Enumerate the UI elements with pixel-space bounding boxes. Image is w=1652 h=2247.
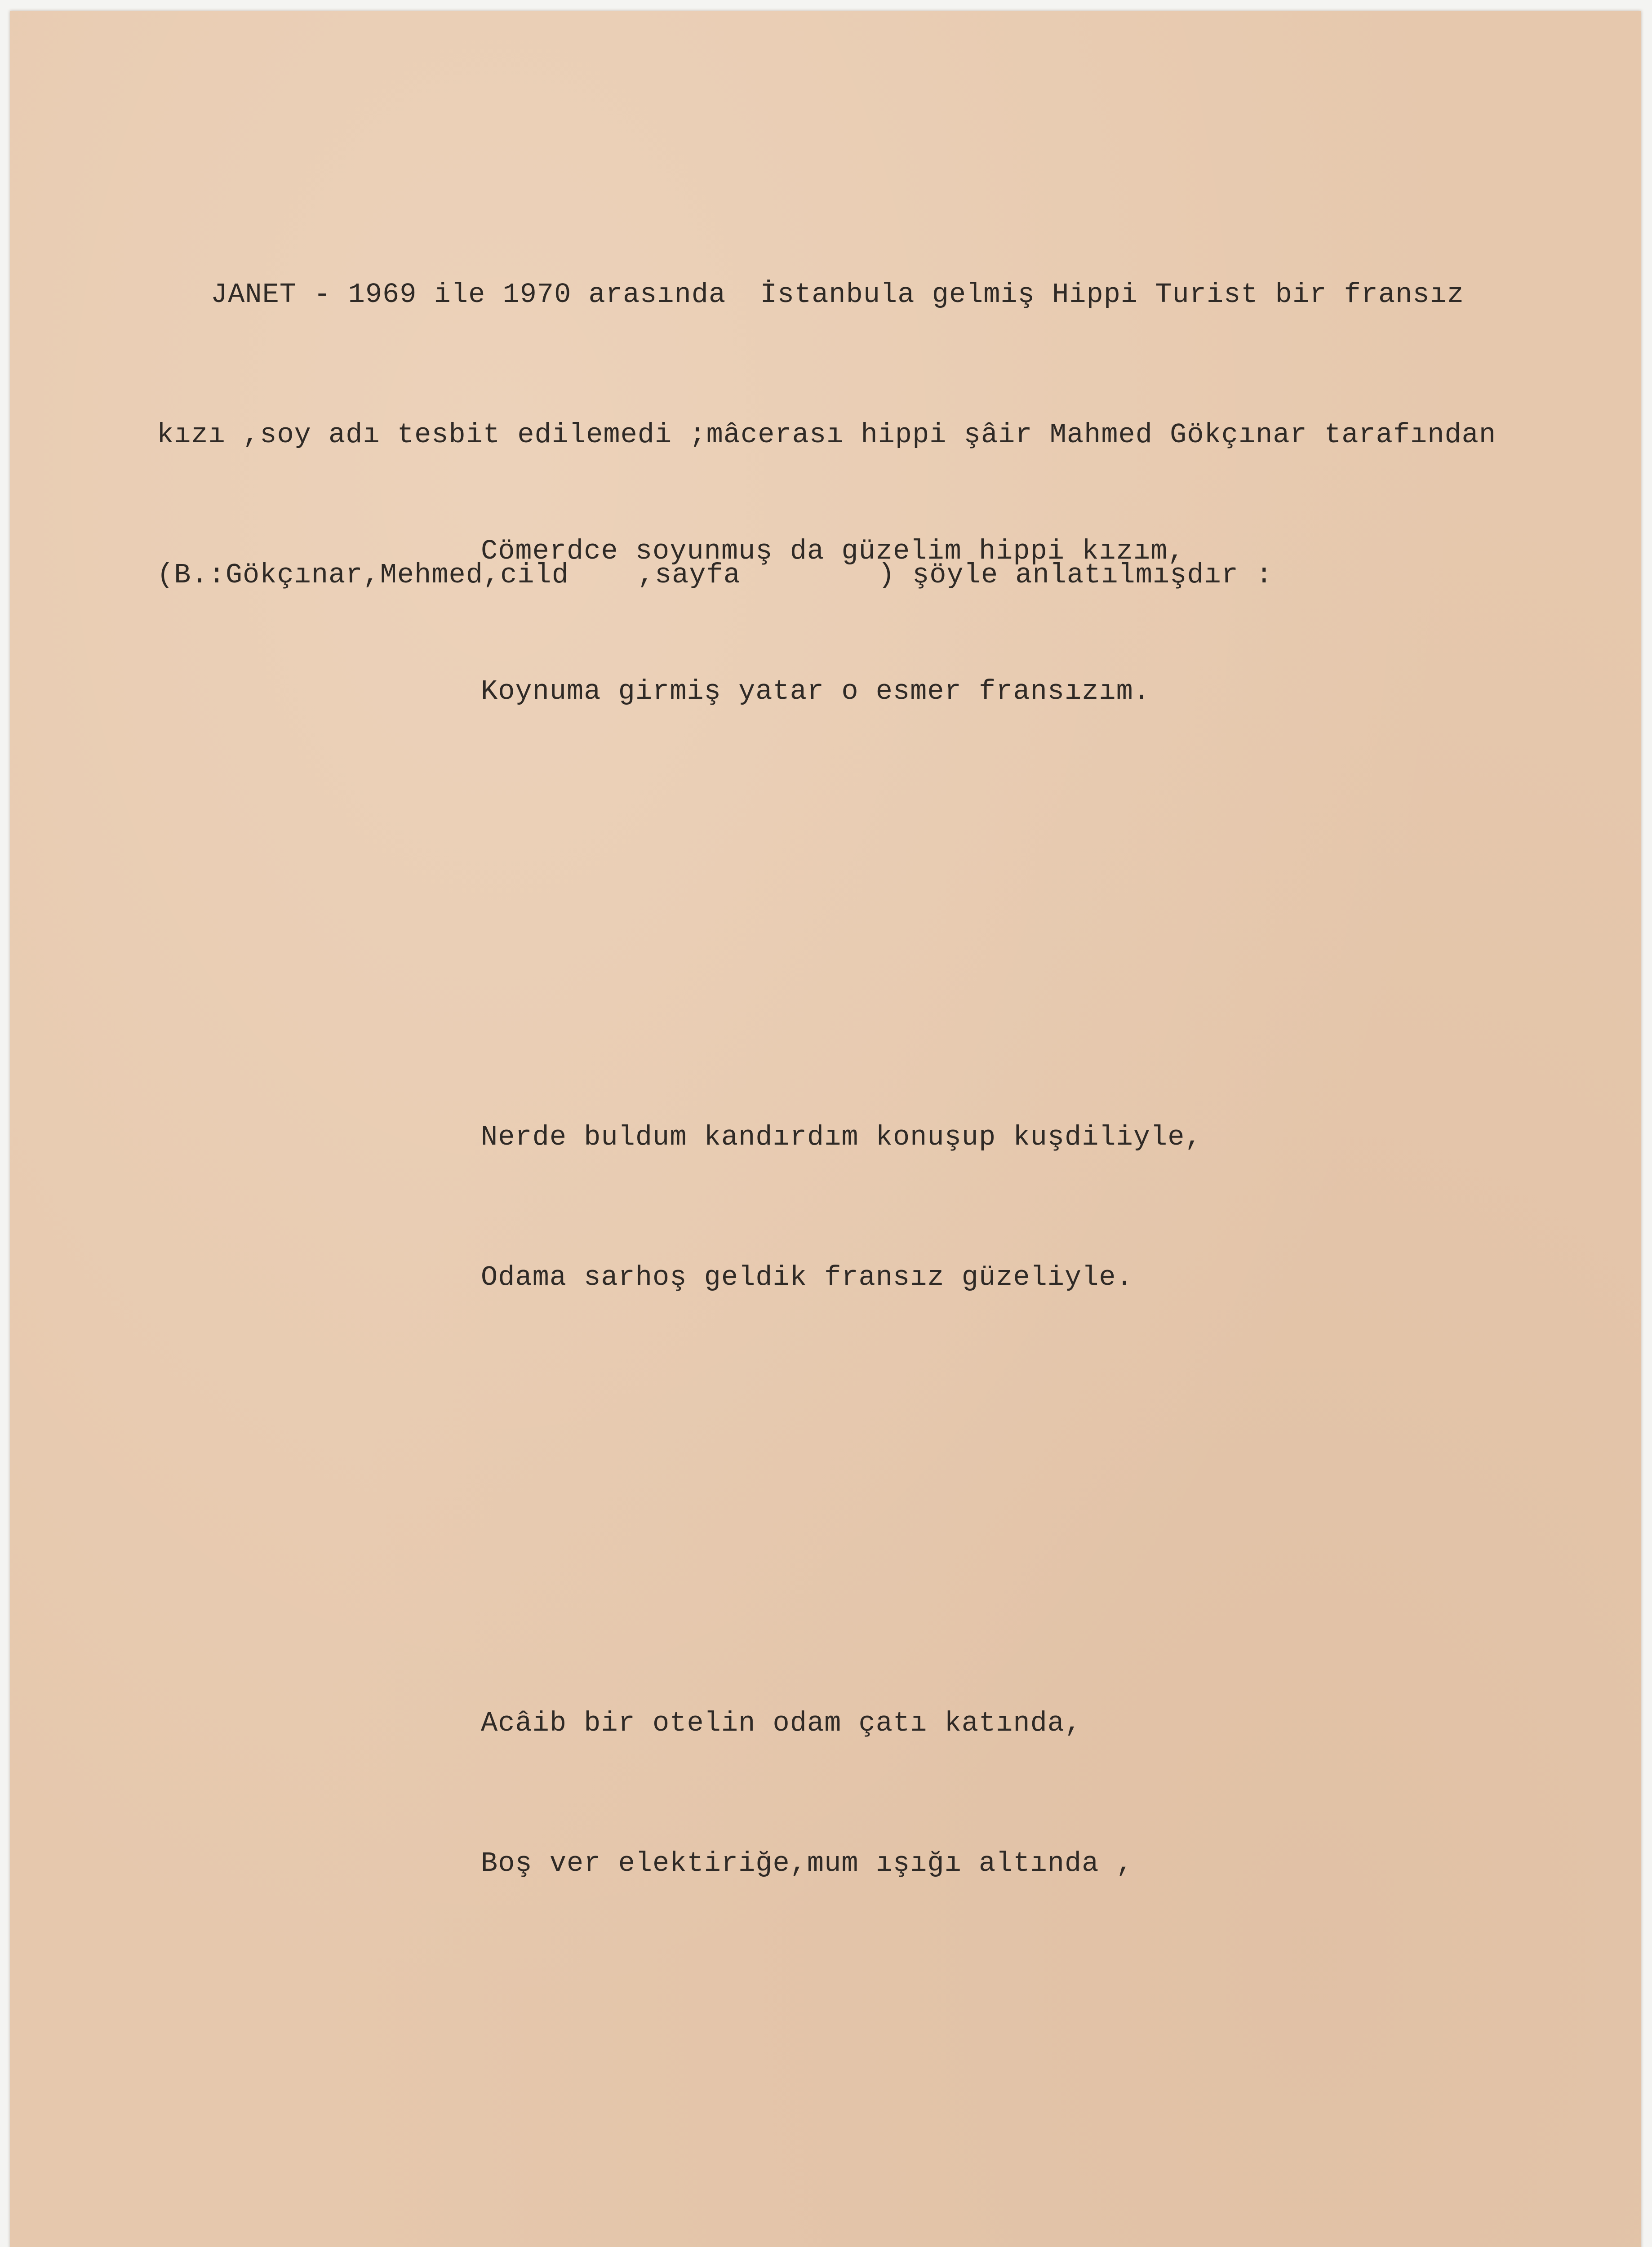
typed-page [10,11,1641,2247]
poem-verse: Boş ver elektiriğe,mum ışığı altında , [481,1847,1133,1879]
poem-verse: Odama sarhoş geldik fransız güzeliyle. [481,1261,1133,1293]
poem-stanza [481,1607,1514,1981]
intro-line: JANET - 1969 ile 1970 arasında İstanbula gelmiş Hippi Turist bir fransız [211,279,1465,311]
poem-verse: Cömerdce soyunmuş da güzelim hippi kızım, [481,535,1185,567]
intro-line: kızı ,soy adı tesbit edilemedi ;mâcerası hippi şâir Mahmed Gökçınar tarafından [157,419,1497,451]
poem-verse: Acâib bir otelin odam çatı katında, [481,1707,1082,1739]
poem [481,341,1514,2247]
poem-verse: Nerde buldum kandırdım konuşup kuşdiliyle, [481,1121,1202,1153]
intro-line: (B.:Gökçınar,Mehmed,cild ,sayfa ) şöyle anlatılmışdır : [157,559,1273,591]
poem-stanza [481,2193,1514,2247]
poem-verse: Koynuma girmiş yatar o esmer fransızım. [481,675,1151,707]
poem-stanza [481,1021,1514,1394]
poem-stanza [481,435,1514,808]
